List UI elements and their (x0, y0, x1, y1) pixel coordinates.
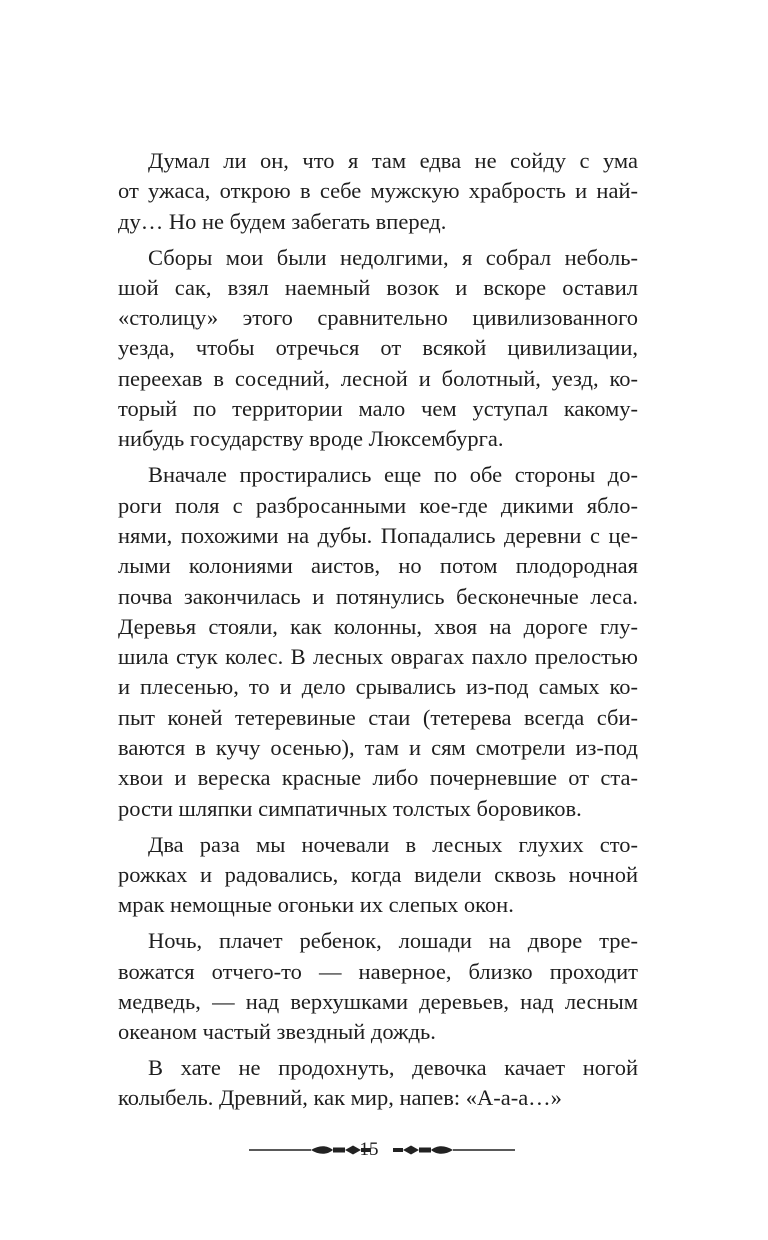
body-text (118, 146, 638, 1114)
text-line: мрак немощные огоньки их слепых окон. (118, 892, 514, 918)
page-number: 15 (359, 1139, 379, 1160)
text-line: Деревья стояли, как колонны, хвоя на дороге глу- (118, 613, 638, 639)
text-line: нями, похожими на дубы. Попадались деревни с це- (118, 522, 638, 548)
ornament-rule-icon (393, 1142, 515, 1158)
text-line: медведь, — над верхушками деревьев, над лесным (118, 988, 638, 1014)
text-line: уезда, чтобы отречься от всякой цивилизации, (118, 335, 638, 361)
text-line: нибудь государству вроде Люксембурга. (118, 426, 504, 452)
text-line: рожках и радовались, когда видели сквозь ночной (118, 861, 638, 887)
text-line: Два раза мы ночевали в лесных глухих сто- (148, 831, 638, 857)
text-line: океаном частый звездный дождь. (118, 1019, 436, 1045)
text-line: Сборы мои были недолгими, я собрал неболь- (148, 244, 638, 270)
text-line: шила стук колес. В лесных оврагах пахло прелостью (118, 644, 638, 670)
text-line: лыми колониями аистов, но потом плодородная (118, 553, 638, 579)
text-line: «столицу» этого сравнительно цивилизованного (118, 305, 638, 331)
text-line: от ужаса, открою в себе мужскую храбрость и най- (118, 178, 638, 204)
text-line: торый по территории мало чем уступал какому- (118, 396, 638, 422)
text-line: пыт коней тетеревиные стаи (тетерева всегда сби- (118, 704, 638, 730)
text-line: роги поля с разбросанными кое-где дикими ябло- (118, 492, 638, 518)
text-line: Ночь, плачет ребенок, лошади на дворе тре- (148, 928, 638, 954)
text-line: шой сак, взял наемный возок и вскоре оставил (118, 274, 638, 300)
text-line: Думал ли он, что я там едва не сойду с ума (148, 148, 638, 173)
text-line: ваются в кучу осенью), там и сям смотрели из-под (118, 735, 638, 761)
text-line: В хате не продохнуть, девочка качает ногой (148, 1055, 638, 1081)
text-line: и плесенью, то и дело срывались из-под самых ко- (118, 674, 638, 700)
text-line: Вначале простирались еще по обе стороны до- (148, 462, 638, 488)
text-line: колыбель. Древний, как мир, напев: «А-а-а…» (118, 1085, 562, 1111)
text-line: рости шляпки симпатичных толстых боровиков. (118, 795, 582, 821)
text-line: переехав в соседний, лесной и болотный, уезд, ко- (118, 365, 638, 391)
text-line: вожатся отчего-то — наверное, близко проходит (118, 958, 638, 984)
text-line: хвои и вереска красные либо почерневшие от ста- (118, 765, 638, 791)
text-line: ду… Но не будем забегать вперед. (118, 208, 447, 234)
page-footer (0, 1138, 768, 1162)
text-line: почва закончилась и потянулись бесконечные леса. (118, 583, 638, 609)
